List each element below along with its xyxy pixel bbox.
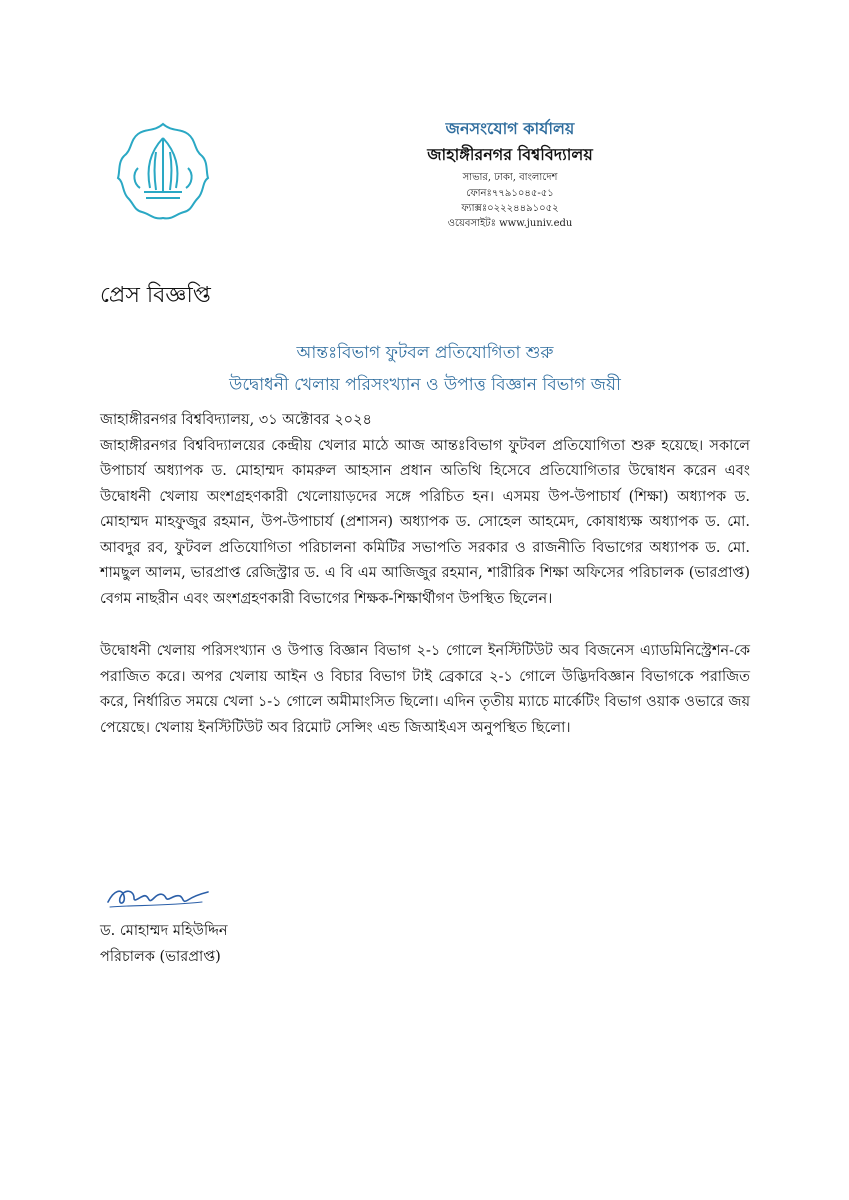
paragraph-2: উদ্বোধনী খেলায় পরিসংখ্যান ও উপাত্ত বিজ্ঞান বিভাগ ২-১ গোলে ইনস্টিটিউট অব বিজনেস এ্যাডমিনিস্ট্রেশন-কে পরাজিত করে। অপর খেলায় আইন ও বিচার বিভাগ টাই ব্রেকারে ২-১ গোলে উদ্ভিদবিজ্ঞান বিভাগকে পরাজিত করে, নির্ধারিত সময়ে খেলা ১-১ গোলে অমীমাংসিত ছিলো। এদিন তৃতীয় ম্যাচে মার্কেটিং বিভাগ ওয়াক ওভারে জয় পেয়েছে। খেলায় ইনস্টিটিউট অব রিমোট সেন্সিং এন্ড জিআইএস অনুপস্থিত ছিলো। xyxy=(100,643,750,736)
paragraph-1: জাহাঙ্গীরনগর বিশ্ববিদ্যালয়ের কেন্দ্রীয় খেলার মাঠে আজ আন্তঃবিভাগ ফুটবল প্রতিযোগিতা শুরু হয়েছে। সকালে উপাচার্য অধ্যাপক ড. মোহাম্মদ কামরুল আহসান প্রধান অতিথি হিসেবে প্রতিযোগিতার উদ্বোধন করেন এবং উদ্বোধনী খেলায় অংশগ্রহণকারী খেলোয়াড়দের সঙ্গে পরিচিত হন। এসময় উপ-উপাচার্য (শিক্ষা) অধ্যাপক ড. মোহাম্মদ মাহফুজুর রহমান, উপ-উপাচার্য (প্রশাসন) অধ্যাপক ড. সোহেল আহমেদ, কোষাধ্যক্ষ অধ্যাপক ড. মো. আবদুর রব, ফুটবল প্রতিযোগিতা পরিচালনা কমিটির সভাপতি সরকার ও রাজনীতি বিভাগের অধ্যাপক ড. মো. শামছুল আলম, ভারপ্রাপ্ত রেজিস্ট্রার ড. এ বি এম আজিজুর রহমান, শারীরিক শিক্ষা অফিসের পরিচালক (ভারপ্রাপ্ত) বেগম নাছরীন এবং অংশগ্রহণকারী বিভাগের শিক্ষক-শিক্ষার্থীগণ উপস্থিত ছিলেন। xyxy=(100,437,750,607)
dateline: জাহাঙ্গীরনগর বিশ্ববিদ্যালয়, ৩১ অক্টোবর ২০২৪ xyxy=(100,412,372,428)
signature-mark xyxy=(104,880,214,912)
address-line: সাভার, ঢাকা, বাংলাদেশ xyxy=(462,172,558,183)
press-release-title: প্রেস বিজ্ঞপ্তি xyxy=(100,283,211,308)
university-logo-icon xyxy=(110,118,216,224)
fax-line: ফ্যাক্সঃ০২২২৪৪৯১০৫২ xyxy=(461,203,559,214)
signatory-name: ড. মোহাম্মদ মহিউদ্দিন xyxy=(100,923,228,939)
release-body xyxy=(100,408,750,741)
headline-secondary: উদ্বোধনী খেলায় পরিসংখ্যান ও উপাত্ত বিজ্ঞান বিভাগ জয়ী xyxy=(229,375,621,395)
signatory-title: পরিচালক (ভারপ্রাপ্ত) xyxy=(100,949,221,965)
website-line: ওয়েবসাইটঃ www.juniv.edu xyxy=(447,218,573,229)
university-name: জাহাঙ্গীরনগর বিশ্ববিদ্যালয় xyxy=(427,145,593,164)
headline-primary: আন্তঃবিভাগ ফুটবল প্রতিযোগিতা শুরু xyxy=(296,343,554,363)
phone-line: ফোনঃ৭৭৯১০৪৫-৫১ xyxy=(466,188,554,199)
office-name: জনসংযোগ কার্যালয় xyxy=(445,119,575,138)
